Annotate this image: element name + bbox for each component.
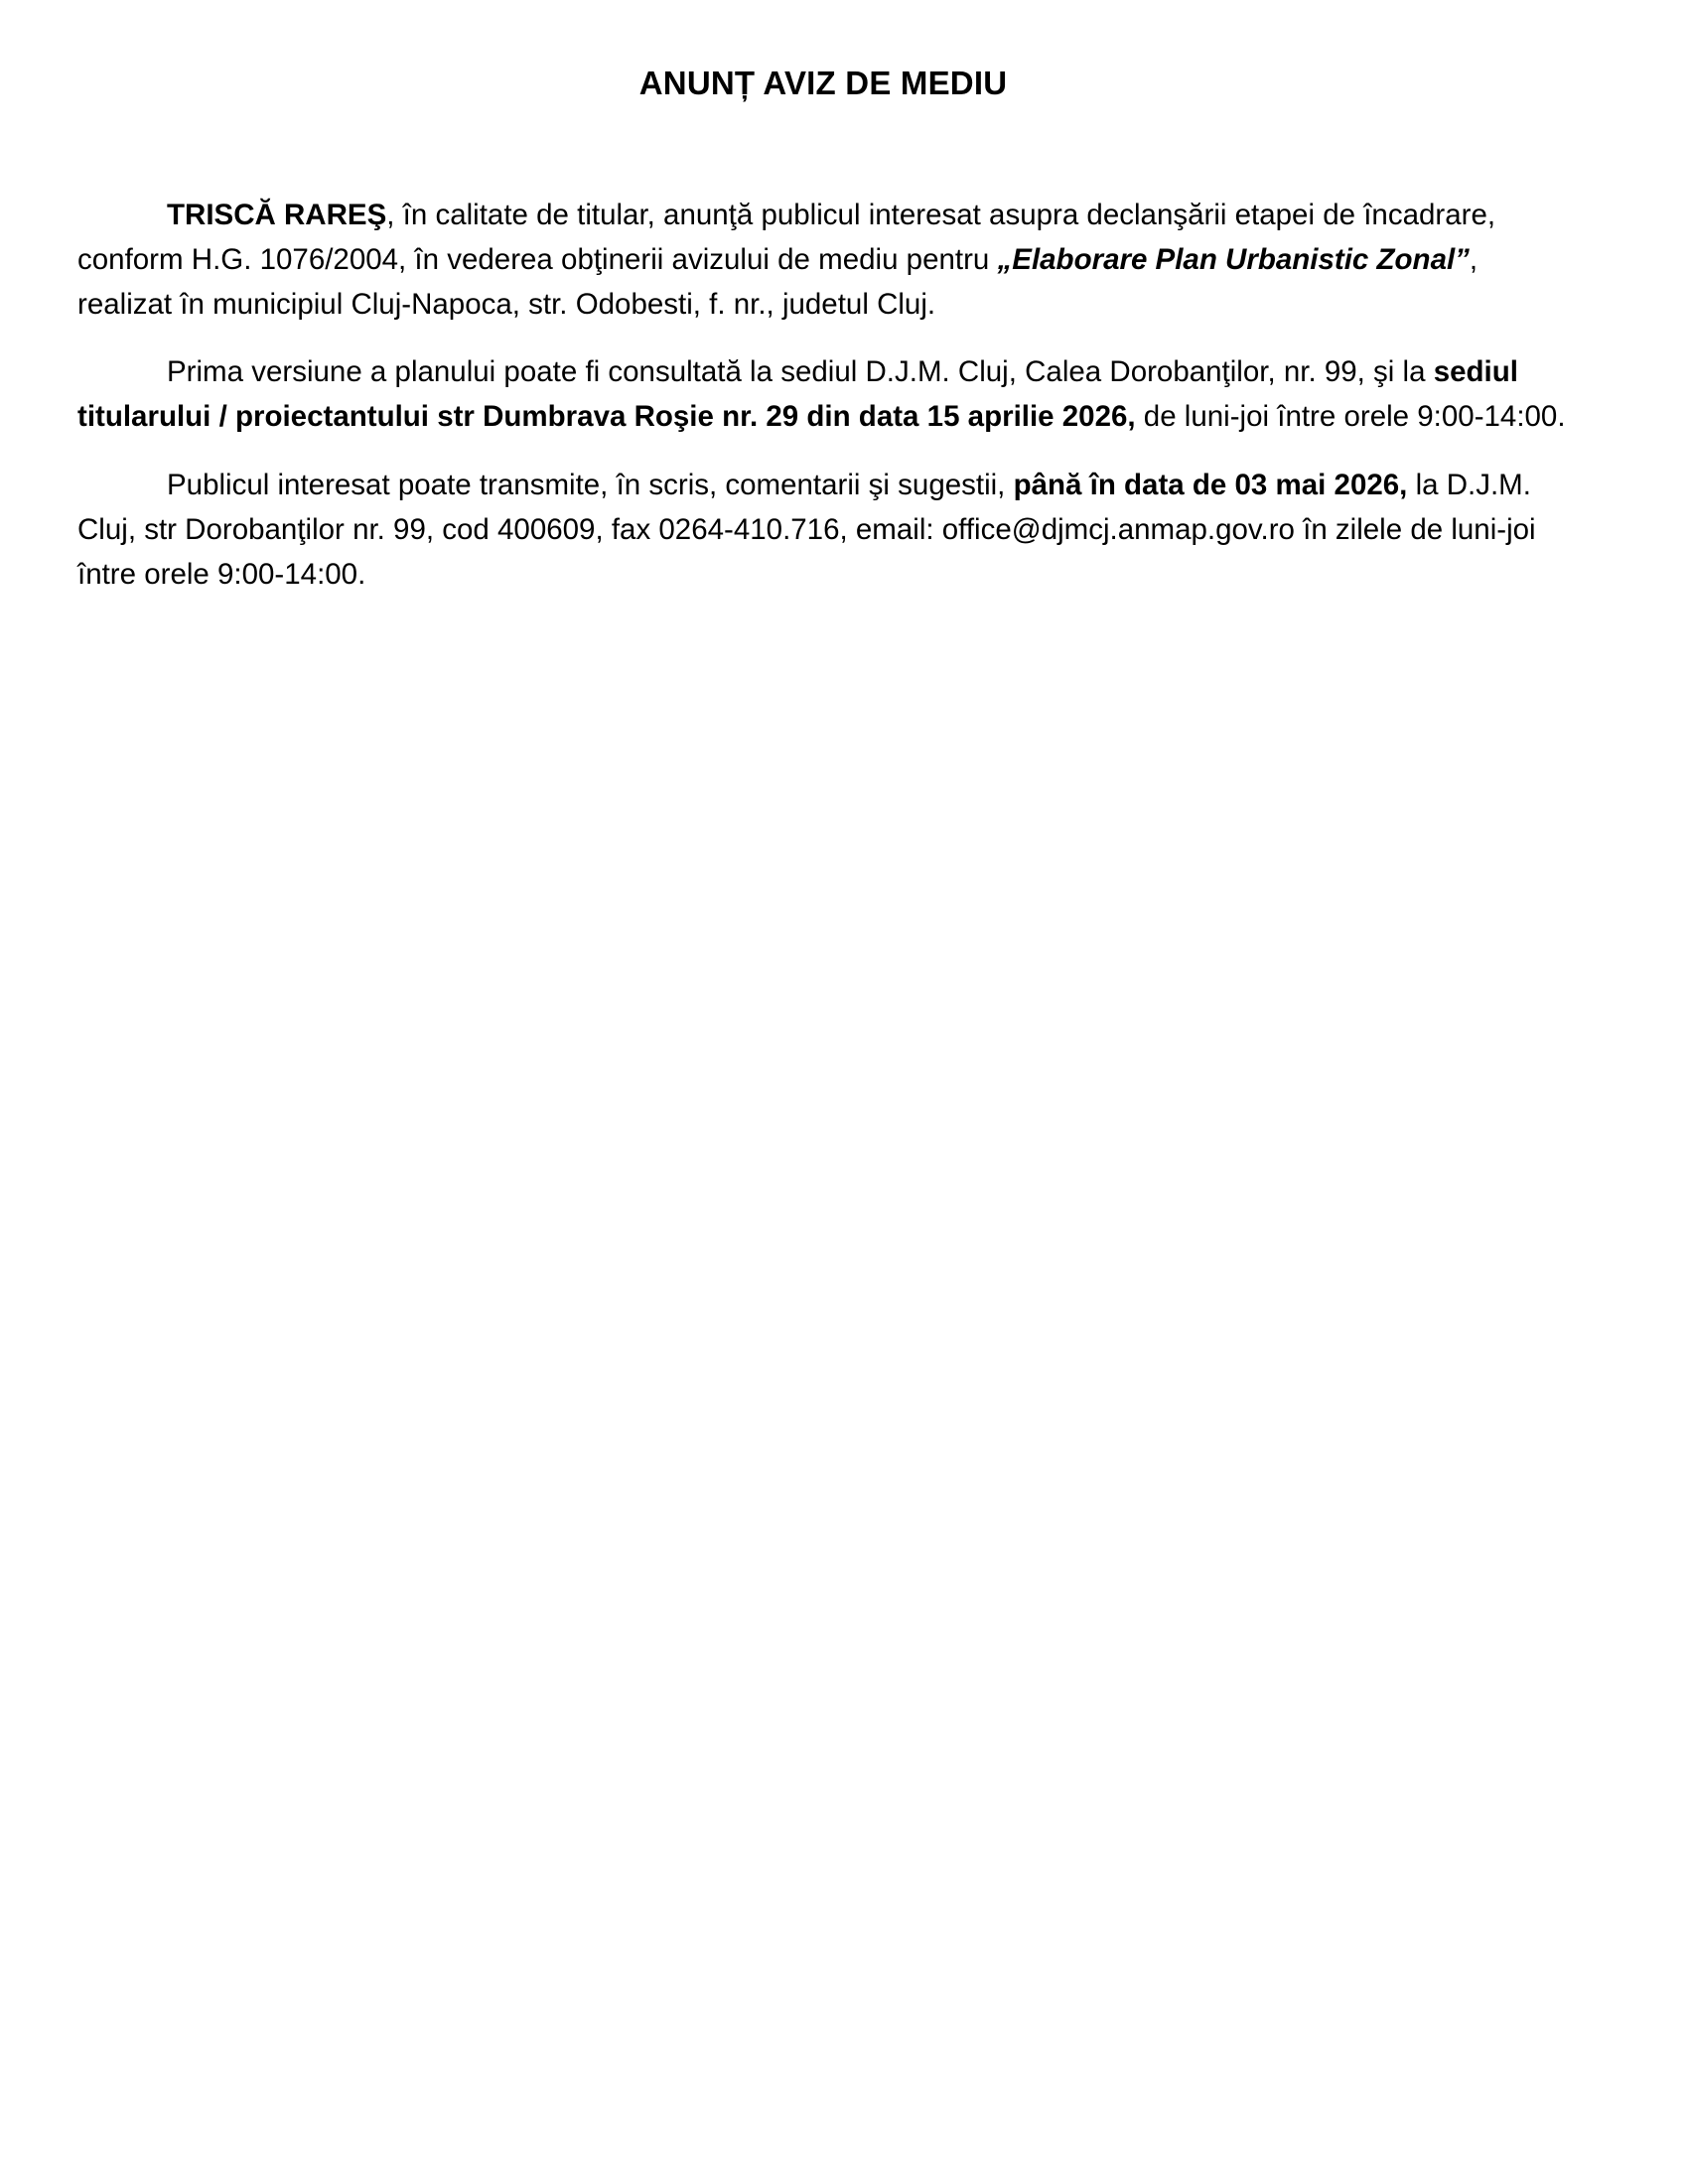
paragraph-comments: [77, 464, 1569, 597]
paragraph-announcement: [77, 194, 1569, 327]
paragraph-consultation-text-c: de luni-joi între orele 9:00-14:00.: [1135, 400, 1566, 434]
plan-name: „Elaborare Plan Urbanistic Zonal”: [997, 242, 1470, 276]
document-body: [77, 194, 1569, 598]
consultation-location-highlight: sediul titularului / proiectantului str Dumbrava Roşie nr. 29 din data 15 aprilie 2026,: [77, 355, 1518, 434]
paragraph-consultation-text-a: Prima versiune a planului poate fi consultată la sediul D.J.M. Cluj, Calea Dorobanţilor, nr. 99, şi la: [167, 355, 1434, 389]
paragraph-comments-text-c: la D.J.M. Cluj, str Dorobanţilor nr. 99, cod 400609, fax 0264-410.716, email: office@djmcj.anmap.gov.ro în zilele de luni-joi între orele 9:00-14:00.: [77, 469, 1536, 591]
paragraph-announcement-text-a: , în calitate de titular, anunţă publicul interesat asupra declanşării etapei de încadrare, conform H.G. 1076/2004, în vederea obţinerii avizului de mediu pentru: [77, 199, 1496, 276]
paragraph-comments-text-a: Publicul interesat poate transmite, în scris, comentarii şi sugestii,: [167, 469, 1014, 502]
paragraph-consultation: [77, 350, 1569, 440]
paragraph-announcement-text-b: , realizat în municipiul Cluj-Napoca, str. Odobesti, f. nr., judetul Cluj.: [77, 242, 1478, 321]
titular-name: TRISCĂ RAREŞ: [167, 199, 387, 231]
comments-deadline-highlight: până în data de 03 mai 2026,: [1013, 469, 1408, 502]
page-title: ANUNȚ AVIZ DE MEDIU: [638, 65, 1008, 101]
